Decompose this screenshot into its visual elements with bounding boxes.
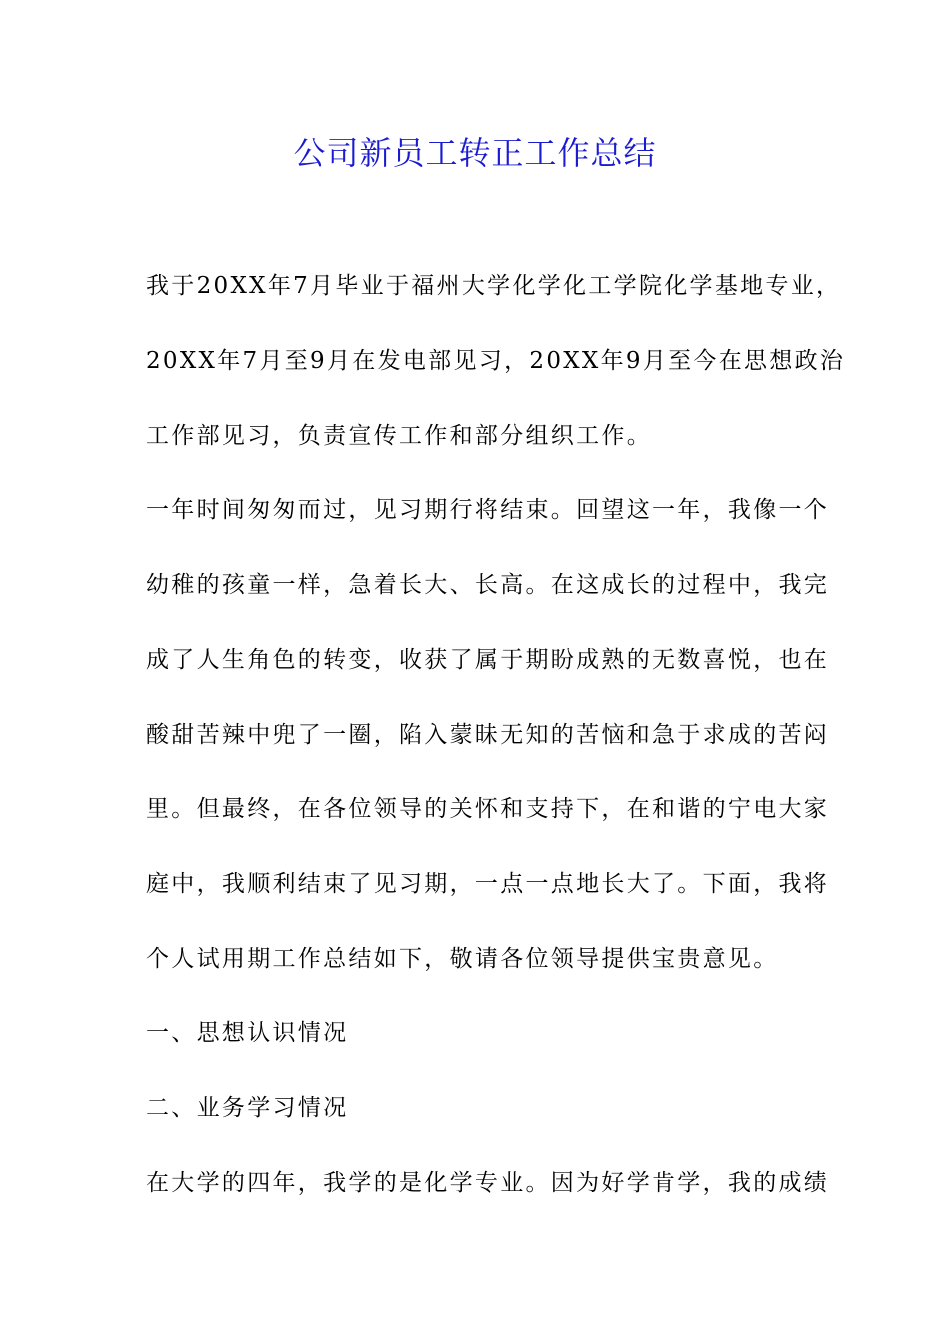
paragraph-line: 幼稚的孩童一样，急着长大、长高。在这成长的过程中，我完 xyxy=(146,572,830,598)
paragraph-line: 庭中，我顺利结束了见习期，一点一点地长大了。下面，我将 xyxy=(146,871,830,897)
paragraph-line: 酸甜苦辣中兜了一圈，陷入蒙昧无知的苦恼和急于求成的苦闷 xyxy=(146,722,830,748)
paragraph-line: 我于20XX年7月毕业于福州大学化学化工学院化学基地专业， xyxy=(146,273,842,299)
paragraph-line: 20XX年7月至9月在发电部见习，20XX年9月至今在思想政治 xyxy=(146,348,846,374)
section-heading: 一、思想认识情况 xyxy=(146,1020,349,1046)
paragraph-line: 在大学的四年，我学的是化学专业。因为好学肯学，我的成绩 xyxy=(146,1170,830,1196)
paragraph-line: 一年时间匆匆而过，见习期行将结束。回望这一年，我像一个 xyxy=(146,497,830,523)
paragraph-line: 里。但最终，在各位领导的关怀和支持下，在和谐的宁电大家 xyxy=(146,796,830,822)
paragraph-line: 工作部见习，负责宣传工作和部分组织工作。 xyxy=(146,423,652,449)
paragraph-line: 成了人生角色的转变，收获了属于期盼成熟的无数喜悦，也在 xyxy=(146,647,830,673)
paragraph-line: 个人试用期工作总结如下，敬请各位领导提供宝贵意见。 xyxy=(146,946,779,972)
section-heading: 二、业务学习情况 xyxy=(146,1095,349,1121)
document-title: 公司新员工转正工作总结 xyxy=(293,134,657,172)
